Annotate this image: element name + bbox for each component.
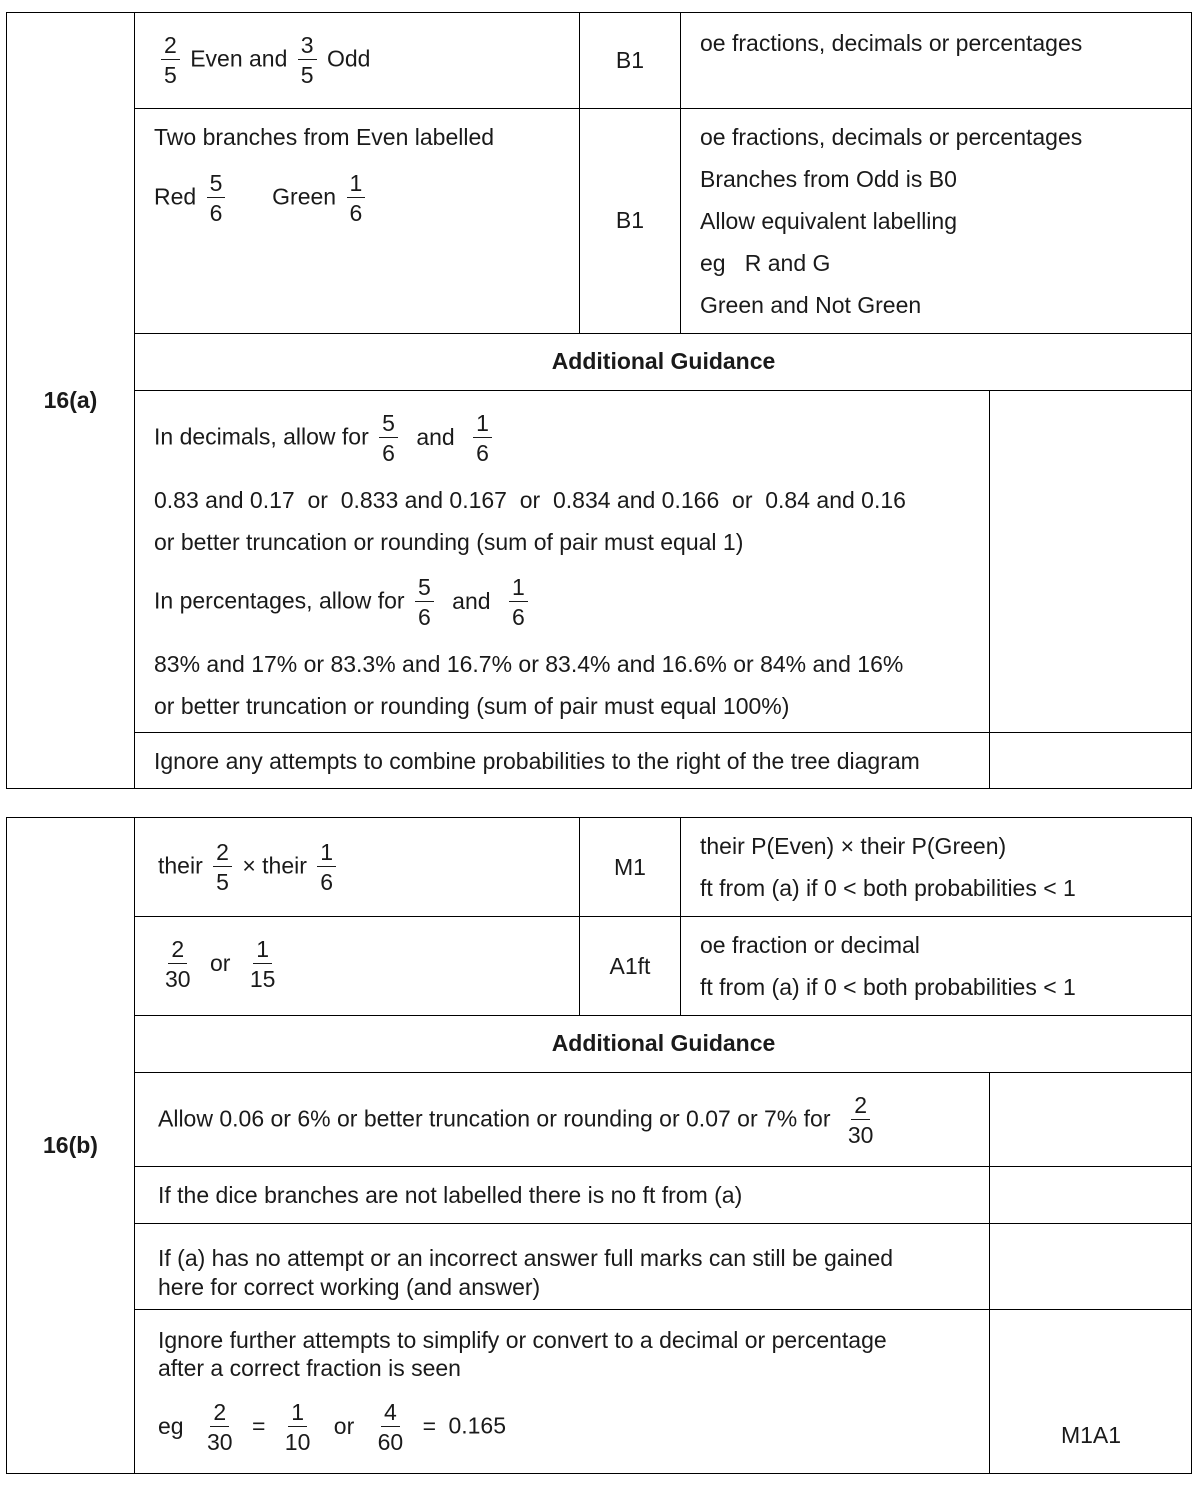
fraction: $\frac{2}{30}$ — [847, 1092, 874, 1148]
guidance-text: If (a) has no attempt or an incorrect answer full marks can still be gained — [158, 1245, 894, 1271]
answer-text: their $\frac{2}{5}$ × their $\frac{1}{6}$ — [158, 838, 340, 897]
fraction: $\frac{5}{6}$ — [379, 409, 398, 468]
fraction: $\frac{5}{6}$ — [415, 573, 434, 632]
guidance-cell — [134, 1223, 989, 1309]
guidance-text: If the dice branches are not labelled there is no ft from (a) — [158, 1182, 743, 1208]
guidance-title: Additional Guidance — [551, 348, 776, 374]
question-number: 16(a) — [43, 387, 98, 413]
fraction: $\frac{2}{30}$ — [165, 936, 191, 992]
answer-text: $\frac{2}{30}$ or $\frac{1}{15}$ — [158, 935, 282, 994]
mark-cell — [579, 818, 680, 916]
comment-text: oe fractions, decimals or percentages — [700, 30, 1083, 56]
mark-code: M1 — [614, 854, 646, 880]
guidance-text: 83% and 17% or 83.3% and 16.7% or 83.4% and 16.6% or 84% and 16% — [154, 651, 904, 677]
answer-text: $\frac{2}{5}$ Even and $\frac{3}{5}$ Odd — [157, 31, 370, 90]
question-number: 16(b) — [43, 1132, 98, 1158]
guidance-text: here for correct working (and answer) — [158, 1274, 541, 1300]
guidance-cell — [134, 732, 989, 788]
guidance-cell — [134, 1072, 989, 1166]
fraction: $\frac{3}{5}$ — [298, 31, 317, 90]
comment-text: ft from (a) if 0 < both probabilities < 1 — [700, 974, 1076, 1000]
guidance-mark-cell — [989, 390, 1192, 732]
mark-cell — [579, 108, 680, 333]
fraction: $\frac{2}{5}$ — [213, 838, 232, 897]
mark-cell — [579, 916, 680, 1015]
guidance-percentages: In percentages, allow for $\frac{5}{6}$ and $\frac{1}{6}$ — [154, 573, 532, 632]
guidance-cell — [134, 1166, 989, 1223]
answer-text: Two branches from Even labelled — [154, 124, 495, 150]
mark-code: A1ft — [609, 953, 651, 979]
answer-cell — [134, 818, 579, 916]
mark-scheme-table-16b — [6, 817, 1192, 1474]
mark-code: B1 — [615, 47, 645, 73]
guidance-title: Additional Guidance — [551, 1030, 776, 1056]
comment-cell — [680, 108, 1192, 333]
comment-text: ft from (a) if 0 < both probabilities < 1 — [700, 875, 1076, 901]
guidance-text: or better truncation or rounding (sum of pair must equal 1) — [154, 529, 744, 555]
guidance-cell — [134, 390, 989, 732]
fraction: $\frac{1}{10}$ — [284, 1399, 311, 1455]
answer-cell — [134, 13, 579, 108]
mark-scheme-table-16a — [6, 12, 1192, 789]
fraction: $\frac{1}{6}$ — [509, 573, 528, 632]
comment-text: oe fraction or decimal — [700, 932, 920, 958]
fraction: $\frac{1}{6}$ — [347, 169, 366, 228]
guidance-cell — [134, 1309, 989, 1473]
comment-text: Green and Not Green — [700, 292, 922, 318]
mark-cell — [579, 13, 680, 108]
answer-cell — [134, 108, 579, 333]
guidance-mark-cell — [989, 1166, 1192, 1223]
comment-cell — [680, 13, 1192, 108]
guidance-text: Allow 0.06 or 6% or better truncation or rounding or 0.07 or 7% for $\frac{2}{30}$ — [158, 1091, 880, 1150]
mark-code: M1A1 — [1060, 1422, 1122, 1448]
fraction: $\frac{5}{6}$ — [207, 169, 226, 228]
guidance-decimals: In decimals, allow for $\frac{5}{6}$ and $\frac{1}{6}$ — [154, 409, 496, 468]
guidance-mark-cell — [989, 1223, 1192, 1309]
guidance-text: or better truncation or rounding (sum of pair must equal 100%) — [154, 693, 790, 719]
guidance-text: 0.83 and 0.17 or 0.833 and 0.167 or 0.834 and 0.166 or 0.84 and 0.16 — [154, 487, 906, 513]
comment-text: their P(Even) × their P(Green) — [700, 833, 1007, 859]
fraction: $\frac{4}{60}$ — [377, 1399, 404, 1455]
comment-cell — [680, 818, 1192, 916]
guidance-mark-cell — [989, 1072, 1192, 1166]
guidance-text: after a correct fraction is seen — [158, 1355, 461, 1381]
guidance-header — [134, 333, 1192, 390]
fraction: $\frac{2}{5}$ — [161, 31, 180, 90]
comment-text: eg R and G — [700, 250, 831, 276]
mark-code: B1 — [615, 207, 645, 233]
guidance-example: eg $\frac{2}{30}$ = $\frac{1}{10}$ or $\frac{4}{60}$ = 0.165 — [158, 1399, 506, 1455]
guidance-header — [134, 1015, 1192, 1072]
fraction: $\frac{2}{30}$ — [206, 1399, 233, 1455]
comment-text: Allow equivalent labelling — [700, 208, 957, 234]
fraction: $\frac{1}{15}$ — [249, 936, 276, 992]
fraction: $\frac{1}{6}$ — [473, 409, 492, 468]
guidance-mark-cell — [989, 732, 1192, 788]
guidance-text: Ignore any attempts to combine probabilities to the right of the tree diagram — [154, 748, 920, 774]
answer-fractions: Red $\frac{5}{6}$ Green $\frac{1}{6}$ — [154, 169, 369, 228]
answer-cell — [134, 916, 579, 1015]
fraction: $\frac{1}{6}$ — [317, 838, 336, 897]
comment-text: Branches from Odd is B0 — [700, 166, 957, 192]
comment-cell — [680, 916, 1192, 1015]
guidance-mark-cell — [989, 1309, 1192, 1473]
comment-text: oe fractions, decimals or percentages — [700, 124, 1083, 150]
guidance-text: Ignore further attempts to simplify or convert to a decimal or percentage — [158, 1327, 887, 1353]
